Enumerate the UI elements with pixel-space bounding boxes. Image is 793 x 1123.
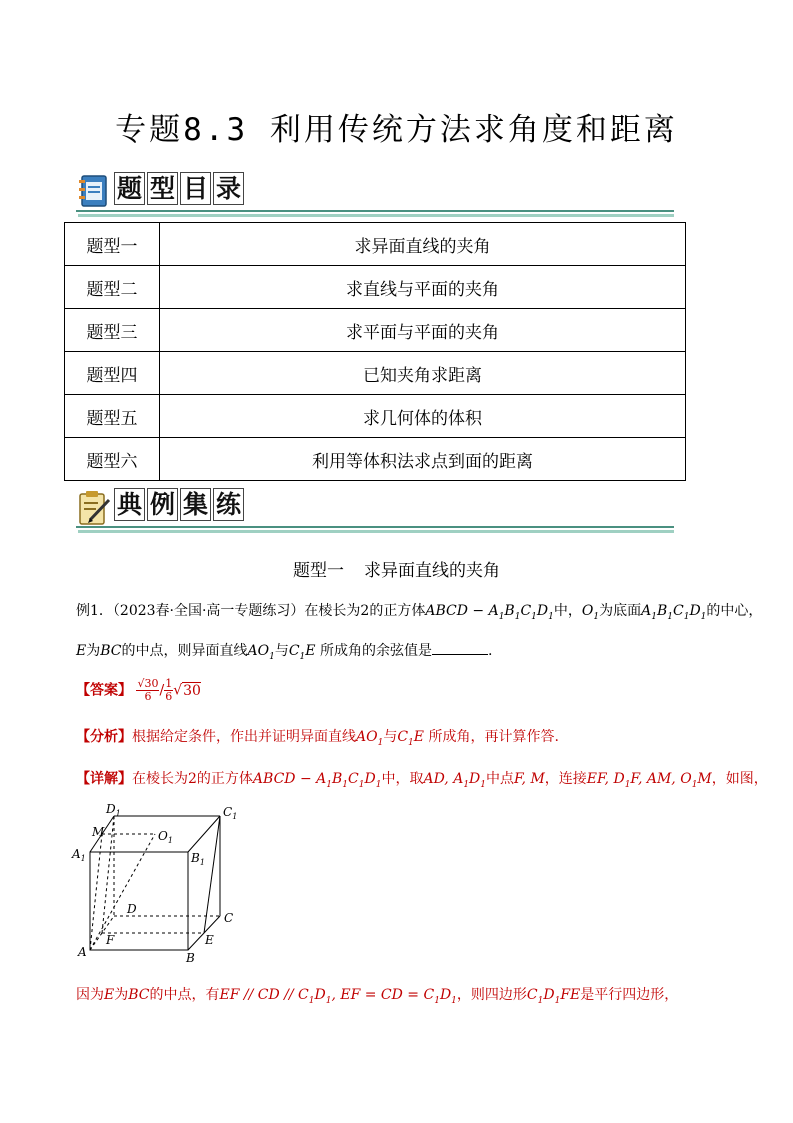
header-divider: [76, 210, 674, 212]
point-o1: $O_1$: [581, 603, 600, 622]
detail-tag: 【详解】: [76, 771, 132, 787]
notebook-icon: [76, 172, 112, 210]
answer-tag: 【答案】: [76, 682, 132, 699]
line-c1e: $C_1E$: [288, 643, 316, 662]
point-e: E: [76, 643, 87, 659]
label-b1: $B_1$: [191, 851, 205, 867]
label-f: F: [106, 933, 115, 947]
label-o1: $O_1$: [158, 829, 173, 845]
section-subheading: [0, 556, 793, 581]
clipboard-pen-icon: [76, 488, 112, 526]
toc-topic: 利用等体积法求点到面的距离: [160, 438, 686, 481]
example-text: 中，: [553, 603, 582, 619]
label-c: C: [224, 911, 234, 925]
examples-section-header: [76, 488, 676, 532]
table-row: [65, 223, 686, 266]
answer-fraction-1: $\frac{√30}{6}$: [137, 677, 159, 703]
toc-label: 题型二: [65, 266, 160, 309]
toc-topic: 已知夹角求距离: [160, 352, 686, 395]
example-text: 的中心，: [706, 603, 763, 619]
cube-name: ABCD − $A_1B_1C_1D_1$: [425, 603, 554, 622]
toc-label: 题型四: [65, 352, 160, 395]
examples-header-char: 典: [114, 488, 145, 521]
edge-b1c1: [188, 816, 220, 852]
toc-label: 题型三: [65, 309, 160, 352]
label-a1: $A_1$: [72, 847, 86, 863]
page-title: 专题8.3 利用传统方法求角度和距离: [115, 112, 678, 148]
toc-table: [64, 222, 686, 481]
header-divider: [76, 526, 674, 528]
segment-bc: BC: [100, 643, 122, 659]
cube-figure: [70, 802, 250, 967]
answer-blank: [432, 654, 488, 655]
line-ec1: [204, 816, 220, 933]
label-e: E: [205, 933, 214, 947]
label-c1: $C_1$: [223, 805, 238, 821]
label-m: M: [92, 825, 105, 839]
label-d1: $D_1$: [106, 802, 121, 818]
label-b: B: [186, 951, 195, 965]
toc-topic: 求直线与平面的夹角: [160, 266, 686, 309]
analysis-line: 【分析】根据给定条件，作出并证明异面直线$AO_1$与$C_1E$ 所成角，再计算作答.: [76, 729, 559, 748]
header-divider-shadow: [78, 530, 674, 533]
toc-header-char: 目: [180, 172, 211, 205]
examples-header-char: 练: [213, 488, 244, 521]
table-row: [65, 438, 686, 481]
toc-topic: 求平面与平面的夹角: [160, 309, 686, 352]
toc-header-char: 录: [213, 172, 244, 205]
table-row: [65, 352, 686, 395]
example-1-line-2: E为BC的中点，则异面直线$AO_1$与$C_1E$ 所成角的余弦值是 .: [76, 643, 493, 662]
table-row: [65, 309, 686, 352]
toc-topic: 求异面直线的夹角: [160, 223, 686, 266]
toc-topic: 求几何体的体积: [160, 395, 686, 438]
toc-label: 题型一: [65, 223, 160, 266]
toc-label: 题型五: [65, 395, 160, 438]
toc-label: 题型六: [65, 438, 160, 481]
reasoning-line: 因为E为BC的中点，有EF // CD // $C_1D_1$, EF = CD = $C_1D_1$，则四边形$C_1D_1FE$是平行四边形，: [76, 987, 679, 1006]
example-text: 例1．（2023春·全国·高一专题练习）在棱长为2的正方体: [76, 603, 426, 619]
table-row: [65, 395, 686, 438]
table-row: [65, 266, 686, 309]
line-ao1: $AO_1$: [247, 643, 275, 662]
answer-line: 【答案】 $\frac{√30}{6}$ / $\frac{1}{6}$ √30: [76, 677, 201, 703]
example-1-line-1: [76, 600, 762, 622]
section-topic: 求异面直线的夹角: [364, 561, 500, 581]
answer-sqrt: 30: [183, 682, 201, 699]
analysis-tag: 【分析】: [76, 729, 132, 745]
detail-line: 【详解】在棱长为2的正方体ABCD − $A_1B_1C_1D_1$中，取AD, $A_1D_1$中点F, M，连接EF, $D_1F$, AM, $O_1M$，如图，: [76, 771, 768, 790]
toc-header-char: 题: [114, 172, 145, 205]
header-divider-shadow: [78, 214, 674, 217]
label-d: D: [127, 902, 137, 916]
toc-section-header: [76, 172, 676, 216]
face-name: $A_1B_1C_1D_1$: [641, 603, 707, 622]
label-a: A: [78, 945, 87, 959]
examples-header-char: 集: [180, 488, 211, 521]
front-face: [90, 852, 188, 950]
answer-fraction-2: $\frac{1}{6}$: [165, 677, 173, 703]
toc-header-char: 型: [147, 172, 178, 205]
section-label: 题型一: [293, 561, 344, 581]
example-text: 为底面: [599, 603, 642, 619]
examples-header-char: 例: [147, 488, 178, 521]
